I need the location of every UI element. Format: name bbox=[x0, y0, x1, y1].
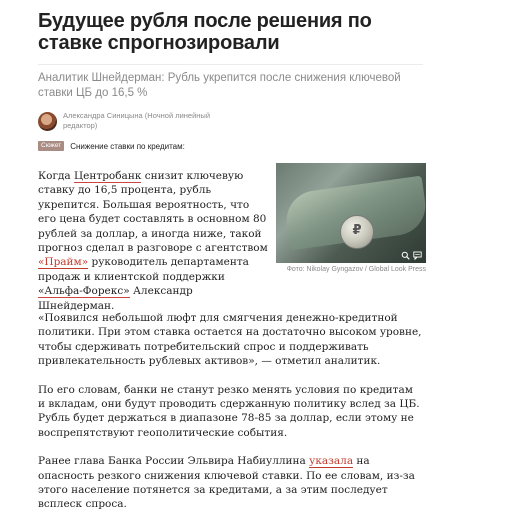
ukazala-link[interactable]: указала bbox=[309, 455, 354, 468]
article-subtitle: Аналитик Шнейдерман: Рубль укрепится после снижения ключевой ставки ЦБ до 16,5 % bbox=[38, 64, 423, 101]
text-segment: на опасность резкого снижения ключевой ставки. По ее словам, из-за этого население потянется за кредитами, а за этим последует всплеск спроса. bbox=[38, 455, 415, 511]
ruble-coin-image bbox=[340, 215, 374, 249]
article-title: Будущее рубля после решения по ставке спрогнозировали bbox=[38, 10, 372, 54]
comment-icon[interactable] bbox=[413, 251, 422, 260]
photo-icons bbox=[401, 251, 422, 260]
alfa-forex-link[interactable]: «Альфа-Форекс» bbox=[38, 285, 130, 298]
intro-section bbox=[38, 169, 428, 312]
centrobank-link[interactable]: Центробанк bbox=[74, 170, 142, 182]
paragraph-nabiullina bbox=[38, 454, 423, 512]
story-link[interactable]: Снижение ставки по кредитам: bbox=[70, 141, 185, 151]
text-segment: Ранее глава Банка России Эльвира Набиуллина bbox=[38, 455, 310, 468]
text-segment: снизит ключевую ставку до 16,5 процента, рубль укрепится. Большая вероятность, что его цена будет составлять в основном 80 рублей за доллар, а иногда ниже, такой прогноз сделал в разговоре с агентством bbox=[38, 170, 268, 255]
author-row bbox=[38, 111, 428, 131]
text-segment: Александр Шнейдерман. bbox=[38, 285, 193, 312]
text-segment: руководитель департамента продаж и клиентской поддержки bbox=[38, 256, 249, 283]
article bbox=[38, 10, 428, 512]
ruble-glyph: ₽ bbox=[352, 223, 362, 238]
intro-paragraph bbox=[38, 169, 268, 313]
zoom-icon[interactable] bbox=[401, 251, 410, 260]
avatar[interactable] bbox=[38, 112, 57, 131]
text-segment: Когда bbox=[38, 170, 75, 182]
paragraph-banks: По его словам, банки не станут резко менять условия по кредитам и вкладам, они будут проводить сдержанную политику вслед за ЦБ. Рубль будет держаться в диапазоне 78-85 за доллар, если этому не воспрепятствуют геополитические события. bbox=[38, 383, 420, 439]
photo-caption: Фото: Nikolay Gyngazov / Global Look Press bbox=[286, 266, 426, 273]
prime-link[interactable]: «Прайм» bbox=[38, 256, 89, 269]
story-badge: Сюжет bbox=[38, 141, 64, 151]
story-row bbox=[38, 141, 428, 151]
author-name[interactable]: Александра Синицына (Ночной линейный редактор) bbox=[63, 111, 211, 130]
article-photo[interactable] bbox=[276, 163, 426, 263]
paragraph-quote: «Появился небольшой люфт для смягчения денежно-кредитной политики. При этом ставка остается на достаточно высоком уровне, чтобы сдерживать потребительский спрос и поддерживать привлекательность рублевых активов», — отметил аналитик. bbox=[38, 312, 422, 368]
